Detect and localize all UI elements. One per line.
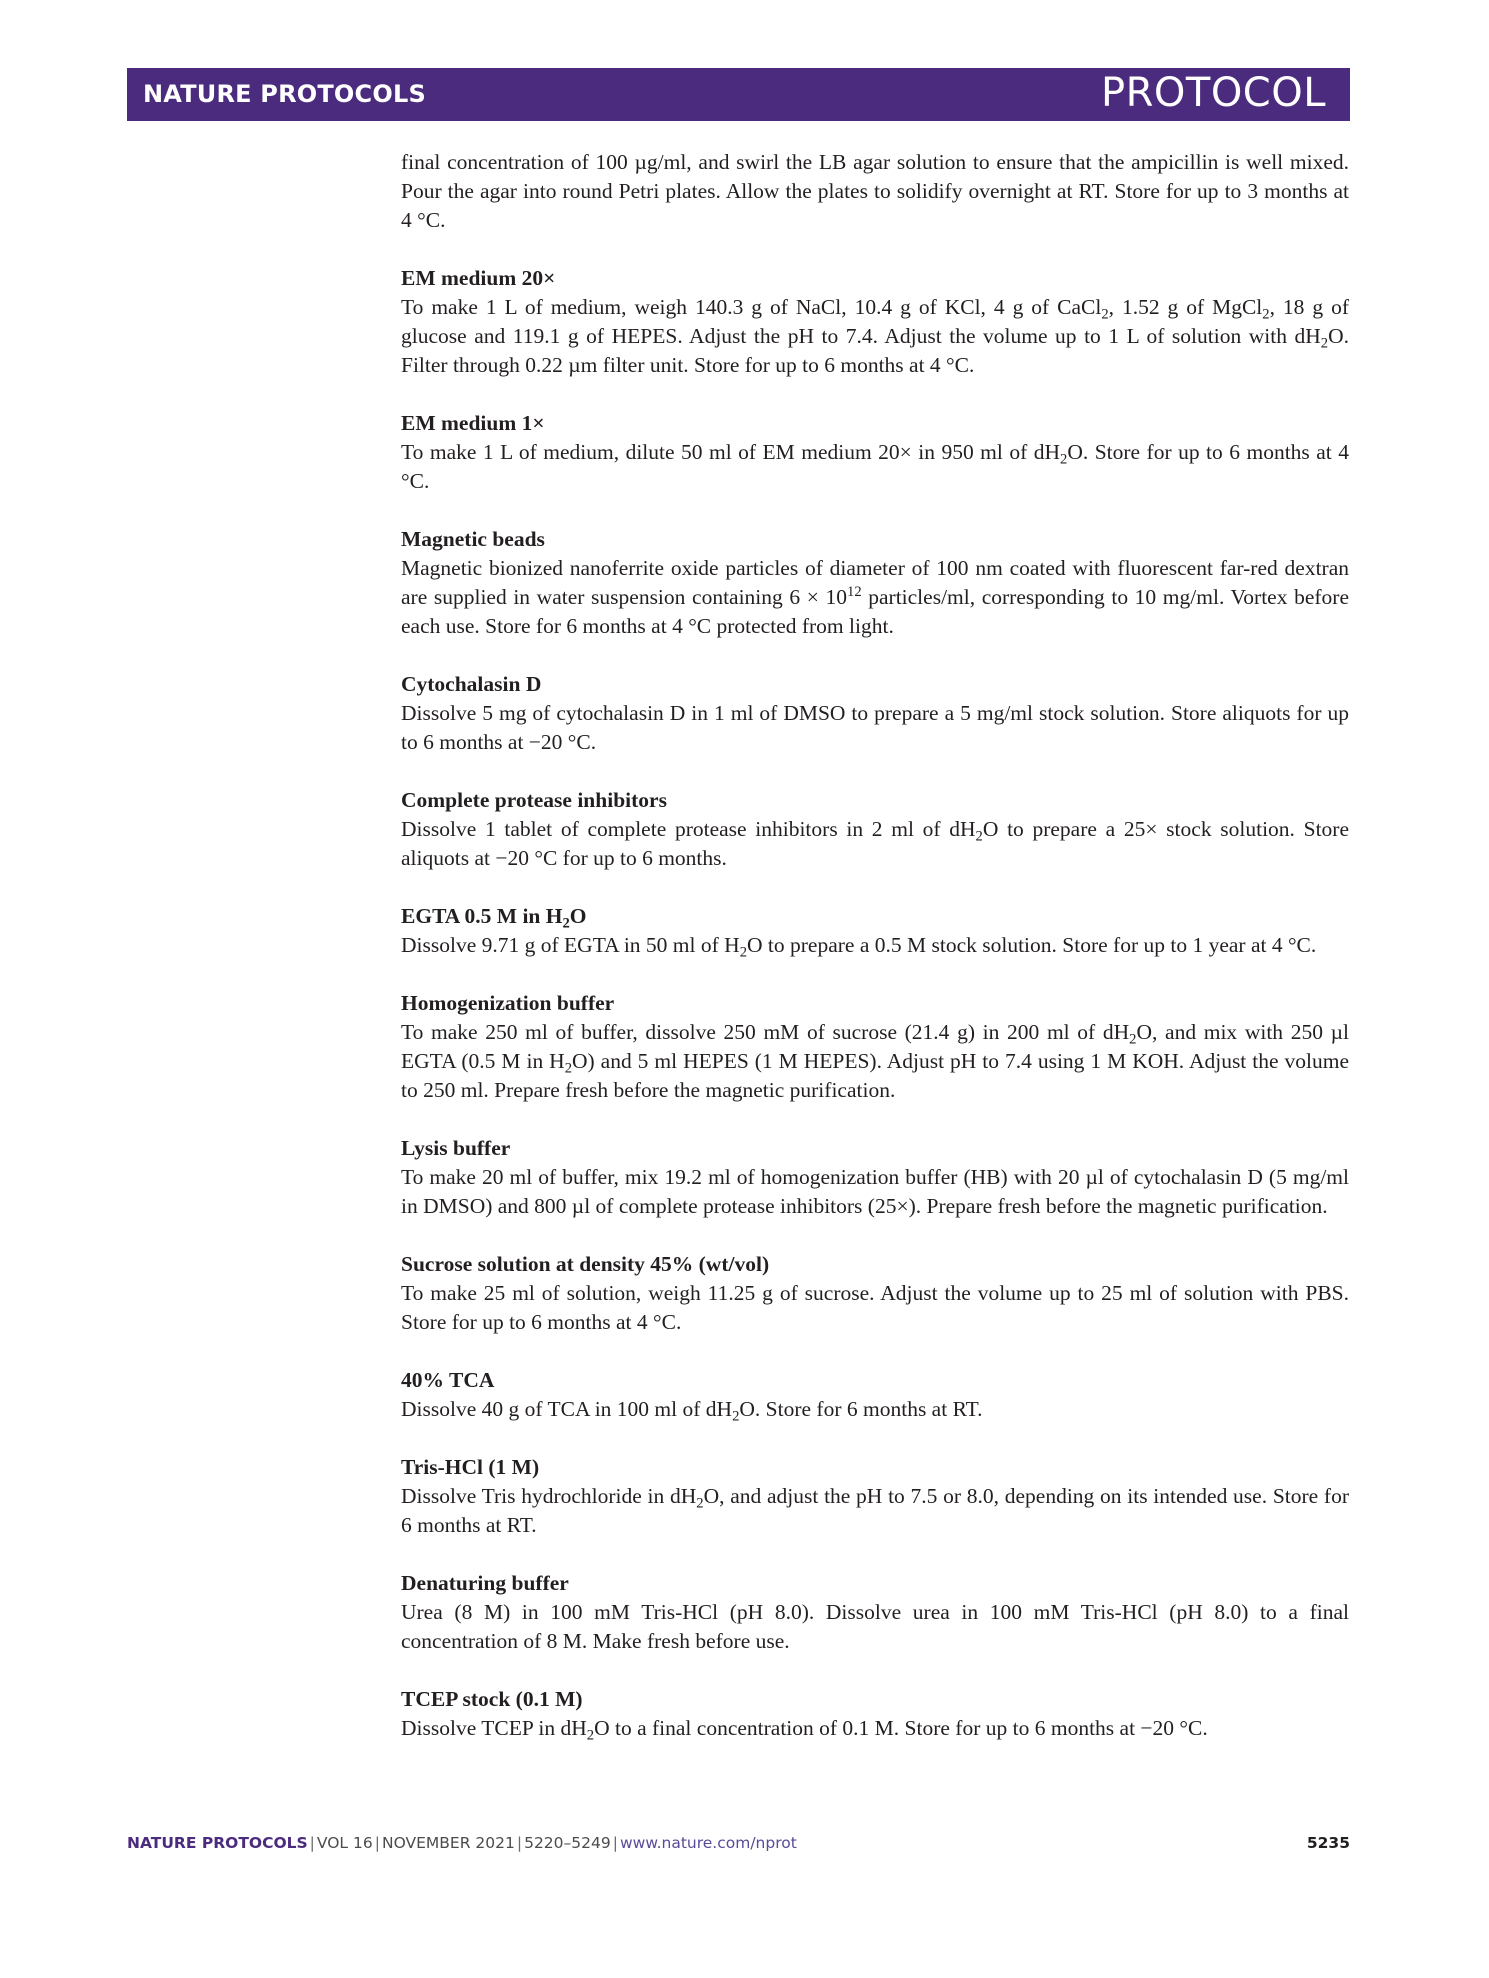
section-body: To make 1 L of medium, dilute 50 ml of EM medium 20× in 950 ml of $dH_2O$. Store for up to 6 months at 4 °C. xyxy=(401,440,1349,493)
section-title: EGTA 0.5 M in $H_2O$ xyxy=(401,904,587,932)
intro-paragraph: final concentration of 100 µg/ml, and swirl the LB agar solution to ensure that the ampicillin is well mixed. Pour the agar into round Petri plates. Allow the plates to solidify overnight at RT. Store for up to 3 months at 4 °C. xyxy=(401,150,1349,232)
article-type: PROTOCOL xyxy=(1100,70,1326,116)
section-body: Dissolve 9.71 g of EGTA in 50 ml of $H_2O$ to prepare a 0.5 M stock solution. Store for up to 1 year at 4 °C. xyxy=(401,933,1317,961)
section-sucrose-solution xyxy=(401,1250,1349,1337)
section-tcep-stock xyxy=(401,1685,1349,1743)
section-title: Tris-HCl (1 M) xyxy=(401,1455,540,1479)
section-body: Magnetic bionized nanoferrite oxide particles of diameter of 100 nm coated with fluorescent far-red dextran are supplied in water suspension containing $6 \times 10^{12}$ particles/ml, corresponding to 10 mg/ml. Vortex before each use. Store for 6 months at 4 °C protected from light. xyxy=(401,556,1349,638)
section-cytochalasin-d xyxy=(401,670,1349,757)
section-body: Urea (8 M) in 100 mM Tris-HCl (pH 8.0). Dissolve urea in 100 mM Tris-HCl (pH 8.0) to a final concentration of 8 M. Make fresh before use. xyxy=(401,1600,1349,1653)
section-body: Dissolve 5 mg of cytochalasin D in 1 ml of DMSO to prepare a 5 mg/ml stock solution. Store aliquots for up to 6 months at −20 °C. xyxy=(401,701,1349,754)
journal-name: NATURE PROTOCOLS xyxy=(143,80,426,108)
section-denaturing-buffer xyxy=(401,1569,1349,1656)
page-footer xyxy=(127,1834,1350,1862)
section-title: Cytochalasin D xyxy=(401,672,542,696)
footer-pages: 5220–5249 xyxy=(524,1834,611,1852)
section-body: Dissolve 40 g of TCA in 100 ml of $dH_2O$. Store for 6 months at RT. xyxy=(401,1397,983,1425)
header-bar xyxy=(127,68,1350,121)
footer-journal: NATURE PROTOCOLS xyxy=(127,1834,308,1852)
section-title: Homogenization buffer xyxy=(401,991,615,1015)
section-tca xyxy=(401,1366,1349,1424)
footer-url-link[interactable]: www.nature.com/nprot xyxy=(619,1834,797,1852)
section-tris-hcl xyxy=(401,1453,1349,1540)
section-title: EM medium 1× xyxy=(401,411,545,435)
footer-separator: | xyxy=(374,1834,380,1852)
section-body: Dissolve TCEP in $dH_2O$ to a final concentration of 0.1 M. Store for up to 6 months at −20 °C. xyxy=(401,1716,1208,1744)
section-em-medium-1x xyxy=(401,409,1349,496)
section-title: EM medium 20× xyxy=(401,266,556,290)
footer-volume: VOL 16 xyxy=(316,1834,373,1852)
section-homogenization-buffer xyxy=(401,989,1349,1105)
section-body: To make 1 L of medium, weigh 140.3 g of NaCl, 10.4 g of KCl, 4 g of CaCl$_2$, 1.52 g of MgCl$_2$, 18 g of glucose and 119.1 g of HEPES. Adjust the pH to 7.4. Adjust the volume up to 1 L of solution with $dH_2O$. Filter through 0.22 µm filter unit. Store for up to 6 months at 4 °C. xyxy=(401,295,1349,377)
section-title: Lysis buffer xyxy=(401,1136,511,1160)
section-magnetic-beads xyxy=(401,525,1349,641)
section-protease-inhibitors xyxy=(401,786,1349,873)
section-title: Denaturing buffer xyxy=(401,1571,569,1595)
section-body: To make 25 ml of solution, weigh 11.25 g of sucrose. Adjust the volume up to 25 ml of solution with PBS. Store for up to 6 months at 4 °C. xyxy=(401,1281,1349,1334)
footer-separator: | xyxy=(612,1834,618,1852)
section-lysis-buffer xyxy=(401,1134,1349,1221)
section-body: To make 20 ml of buffer, mix 19.2 ml of homogenization buffer (HB) with 20 µl of cytochalasin D (5 mg/ml in DMSO) and 800 µl of complete protease inhibitors (25×). Prepare fresh before the magnetic purification. xyxy=(401,1165,1349,1218)
section-body: To make 250 ml of buffer, dissolve 250 mM of sucrose (21.4 g) in 200 ml of $dH_2O$, and mix with 250 µl EGTA (0.5 M in $H_2O$) and 5 ml HEPES (1 M HEPES). Adjust pH to 7.4 using 1 M KOH. Adjust the volume to 250 ml. Prepare fresh before the magnetic purification. xyxy=(401,1020,1349,1102)
section-title: Sucrose solution at density 45% (wt/vol) xyxy=(401,1252,770,1276)
footer-date: NOVEMBER 2021 xyxy=(381,1834,515,1852)
page-number: 5235 xyxy=(1306,1834,1350,1852)
section-title: TCEP stock (0.1 M) xyxy=(401,1687,583,1711)
footer-separator: | xyxy=(309,1834,315,1852)
section-em-medium-20x xyxy=(401,264,1349,380)
section-egta xyxy=(401,902,1349,960)
footer-separator: | xyxy=(516,1834,523,1852)
section-body: Dissolve 1 tablet of complete protease inhibitors in 2 ml of $dH_2O$ to prepare a 25× stock solution. Store aliquots at −20 °C for up to 6 months. xyxy=(401,817,1350,870)
section-body: Dissolve Tris hydrochloride in $dH_2O$, and adjust the pH to 7.5 or 8.0, depending on its intended use. Store for 6 months at RT. xyxy=(401,1484,1350,1537)
section-title: Magnetic beads xyxy=(401,527,545,551)
section-title: 40% TCA xyxy=(401,1368,495,1392)
section-title: Complete protease inhibitors xyxy=(401,788,667,812)
main-content xyxy=(401,148,1349,1743)
